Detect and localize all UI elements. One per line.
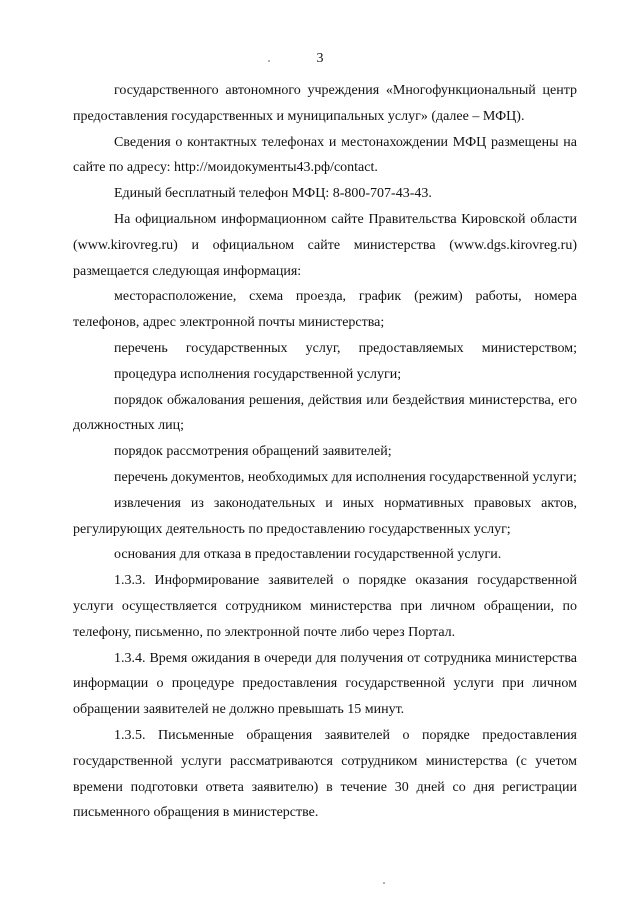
list-item-services-list: перечень государственных услуг, предоставляемых министерством; — [114, 340, 577, 356]
list-item-documents: перечень документов, необходимых для исполнения государственной услуги; — [114, 469, 577, 485]
paragraph-1-3-3: 1.3.3. Информирование заявителей о порядке оказания государственной услуги осуществляется сотрудником министерства при личном обращении, по телефону, письменно, по электронной почте либо через Портал. — [73, 573, 577, 640]
list-item-refusal-grounds: основания для отказа в предоставлении государственной услуги. — [114, 547, 502, 563]
scan-speck — [383, 882, 385, 884]
list-item-legal-extracts: извлечения из законодательных и иных нормативных правовых актов, регулирующих деятельность по предоставлению государственных услуг; — [73, 495, 577, 537]
paragraph-1-3-5: 1.3.5. Письменные обращения заявителей о порядке предоставления государственной услуги рассматриваются сотрудником министерства (с учетом времени подготовки ответа заявителю) в течение 30 дней со дня регистрации письменного обращения в министерстве. — [73, 727, 577, 821]
document-body — [73, 78, 577, 826]
list-item-procedure: процедура исполнения государственной услуги; — [114, 366, 402, 382]
paragraph-mfc-definition: государственного автономного учреждения «Многофункциональный центр предоставления государственных и муниципальных услуг» (далее – МФЦ). — [73, 83, 577, 124]
paragraph-1-3-4: 1.3.4. Время ожидания в очереди для получения от сотрудника министерства информации о процедуре предоставления государственной услуги при личном обращении заявителей не должно превышать 15 минут. — [73, 650, 577, 718]
paragraph-mfc-phone: Единый бесплатный телефон МФЦ: 8-800-707-43-43. — [114, 186, 432, 202]
scan-speck — [268, 60, 270, 62]
paragraph-mfc-contacts: Сведения о контактных телефонах и местонахождении МФЦ размещены на сайте по адресу: http://моидокументы43.рф/contact. — [73, 134, 577, 176]
list-item-appeal-order: порядок обжалования решения, действия или бездействия министерства, его должностных лиц; — [73, 392, 577, 434]
list-item-review-order: порядок рассмотрения обращений заявителей; — [114, 444, 392, 460]
page-number: 3 — [316, 51, 324, 66]
paragraph-websites-info: На официальном информационном сайте Правительства Кировской области (www.kirovreg.ru) и официальном сайте министерства (www.dgs.kirovreg.ru) размещается следующая информация: — [73, 211, 577, 279]
list-item-location: месторасположение, схема проезда, график (режим) работы, номера телефонов, адрес электронной почты министерства; — [73, 289, 577, 331]
